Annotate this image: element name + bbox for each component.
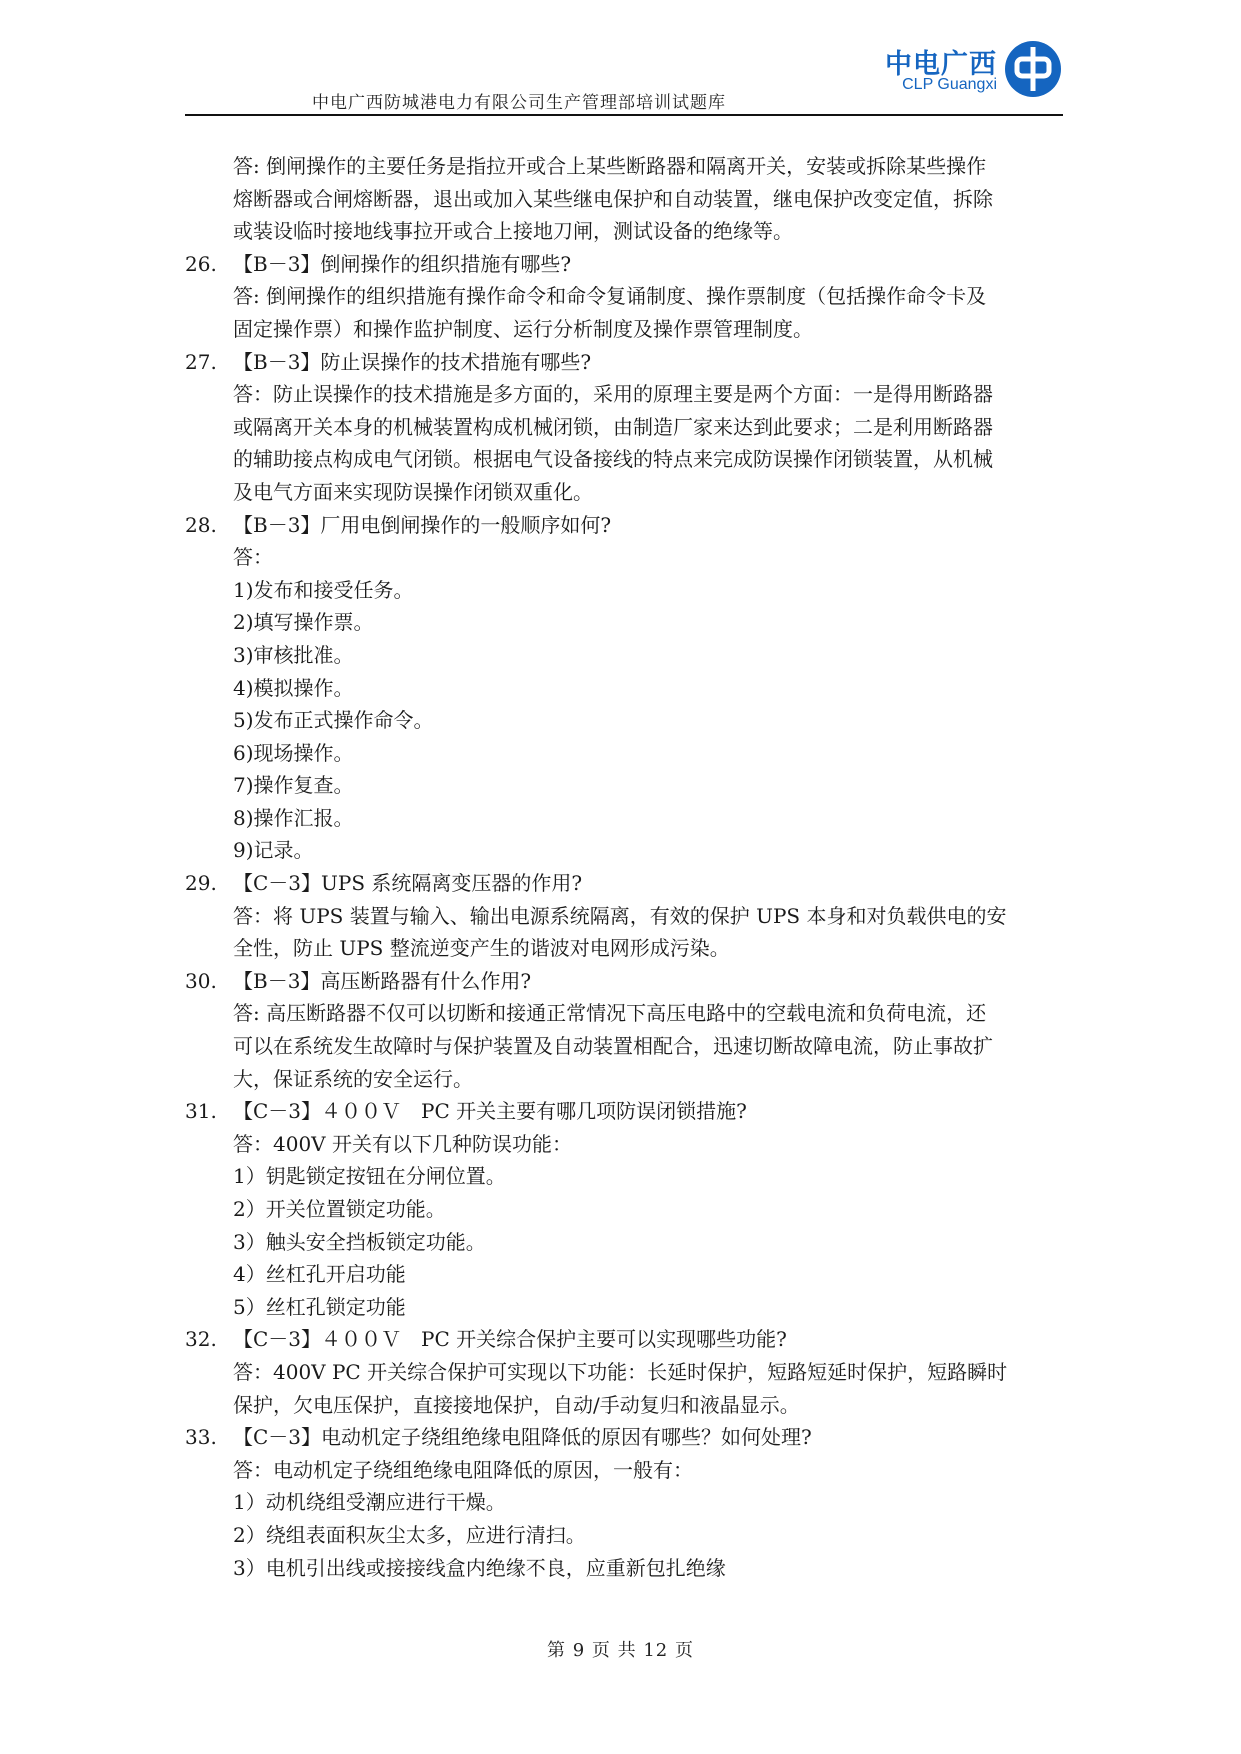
answer-line: 5）丝杠孔锁定功能 (233, 1294, 406, 1319)
answer-line: 1）钥匙锁定按钮在分闸位置。 (233, 1164, 506, 1189)
page-header (185, 34, 1063, 116)
answer-line: 答：400V 开关有以下几种防误功能： (233, 1131, 572, 1156)
answer-line: 答： (233, 545, 273, 570)
answer-line: 1)发布和接受任务。 (233, 577, 414, 602)
answer-line: 熔断器或合闸熔断器，退出或加入某些继电保护和自动装置，继电保护改变定值，拆除 (233, 186, 993, 211)
answer-line: 答: 高压断路器不仅可以切断和接通正常情况下高压电路中的空载电流和负荷电流，还 (233, 1001, 987, 1026)
answer-line: 答：防止误操作的技术措施是多方面的，采用的原理主要是两个方面：一是得用断路器 (233, 382, 993, 407)
answer-line: 3)审核批准。 (233, 642, 354, 667)
question-line (185, 1095, 1063, 1128)
question-number: 30. (185, 968, 217, 993)
answer-line: 及电气方面来实现防误操作闭锁双重化。 (233, 479, 593, 504)
logo-chinese-text: 中电广西 (885, 49, 997, 80)
question-number: 29. (185, 871, 217, 896)
answer-line: 保护，欠电压保护，直接接地保护，自动/手动复归和液晶显示。 (233, 1392, 800, 1417)
answer-line: 5)发布正式操作命令。 (233, 708, 434, 733)
header-title: 中电广西防城港电力有限公司生产管理部培训试题库 (312, 93, 726, 113)
question-number: 26. (185, 251, 217, 276)
question-number: 28. (185, 512, 217, 537)
answer-line: 3）触头安全挡板锁定功能。 (233, 1229, 486, 1254)
question-line (185, 1323, 1063, 1356)
question-text: 【C－3】电动机定子绕组绝缘电阻降低的原因有哪些？如何处理? (233, 1425, 812, 1450)
answer-line: 2）开关位置锁定功能。 (233, 1197, 446, 1221)
question-line (185, 1421, 1063, 1454)
company-logo (863, 34, 1063, 104)
question-text: 【C－3】UPS 系统隔离变压器的作用? (233, 871, 583, 896)
question-text: 【C－3】４００Ｖ PC 开关主要有哪几项防误闭锁措施? (233, 1099, 747, 1124)
answer-line: 9)记录。 (233, 838, 314, 863)
question-text: 【B－3】高压断路器有什么作用? (233, 968, 532, 993)
answer-line: 2）绕组表面积灰尘太多，应进行清扫。 (233, 1522, 586, 1547)
question-number: 31. (185, 1099, 217, 1124)
answer-line: 6)现场操作。 (233, 740, 354, 765)
page-footer: 第 9 页 共 12 页 (547, 1640, 694, 1661)
question-text: 【B－3】防止误操作的技术措施有哪些? (233, 349, 592, 374)
answer-line: 4）丝杠孔开启功能 (233, 1262, 406, 1287)
answer-line: 的辅助接点构成电气闭锁。根据电气设备接线的特点来完成防误操作闭锁装置，从机械 (233, 447, 993, 472)
answer-line: 答: 倒闸操作的主要任务是指拉开或合上某些断路器和隔离开关，安装或拆除某些操作 (233, 154, 987, 178)
clp-logo-icon (1003, 39, 1063, 99)
answer-line: 或隔离开关本身的机械装置构成机械闭锁，由制造厂家来达到此要求；二是利用断路器 (233, 414, 993, 439)
answer-line: 1）动机绕组受潮应进行干燥。 (233, 1490, 506, 1515)
answer-line: 答：将 UPS 装置与输入、输出电源系统隔离，有效的保护 UPS 本身和对负载供电的安 (233, 903, 1007, 928)
question-number: 32. (185, 1327, 217, 1352)
answer-line: 8)操作汇报。 (233, 805, 354, 830)
question-number: 33. (185, 1425, 217, 1450)
question-line (185, 867, 1063, 900)
question-text: 【B－3】厂用电倒闸操作的一般顺序如何? (233, 512, 612, 537)
answer-line: 或装设临时接地线事拉开或合上接地刀闸，测试设备的绝缘等。 (233, 219, 793, 244)
document-body (185, 150, 1063, 1584)
answer-line: 7)操作复查。 (233, 773, 354, 798)
answer-line: 可以在系统发生故障时与保护装置及自动装置相配合，迅速切断故障电流，防止事故扩 (233, 1034, 993, 1059)
question-text: 【B－3】倒闸操作的组织措施有哪些? (233, 251, 572, 276)
header-divider (185, 114, 1063, 116)
answer-line: 答: 倒闸操作的组织措施有操作命令和命令复诵制度、操作票制度（包括操作命令卡及 (233, 284, 987, 309)
answer-line: 3）电机引出线或接接线盒内绝缘不良，应重新包扎绝缘 (233, 1555, 726, 1580)
answer-line: 答：400V PC 开关综合保护可实现以下功能：长延时保护，短路短延时保护，短路瞬时 (233, 1359, 1008, 1384)
question-line (185, 965, 1063, 998)
question-number: 27. (185, 349, 217, 374)
answer-line: 4)模拟操作。 (233, 675, 354, 700)
question-line (185, 509, 1063, 542)
answer-line: 2)填写操作票。 (233, 610, 374, 635)
logo-english-text: CLP Guangxi (902, 76, 997, 93)
answer-line: 固定操作票）和操作监护制度、运行分析制度及操作票管理制度。 (233, 316, 813, 341)
question-line (185, 248, 1063, 281)
question-line (185, 346, 1063, 379)
answer-line: 大，保证系统的安全运行。 (233, 1066, 473, 1091)
answer-line: 全性，防止 UPS 整流逆变产生的谐波对电网形成污染。 (233, 936, 730, 961)
question-text: 【C－3】４００Ｖ PC 开关综合保护主要可以实现哪些功能? (233, 1327, 787, 1352)
answer-line: 答：电动机定子绕组绝缘电阻降低的原因，一般有： (233, 1457, 693, 1482)
